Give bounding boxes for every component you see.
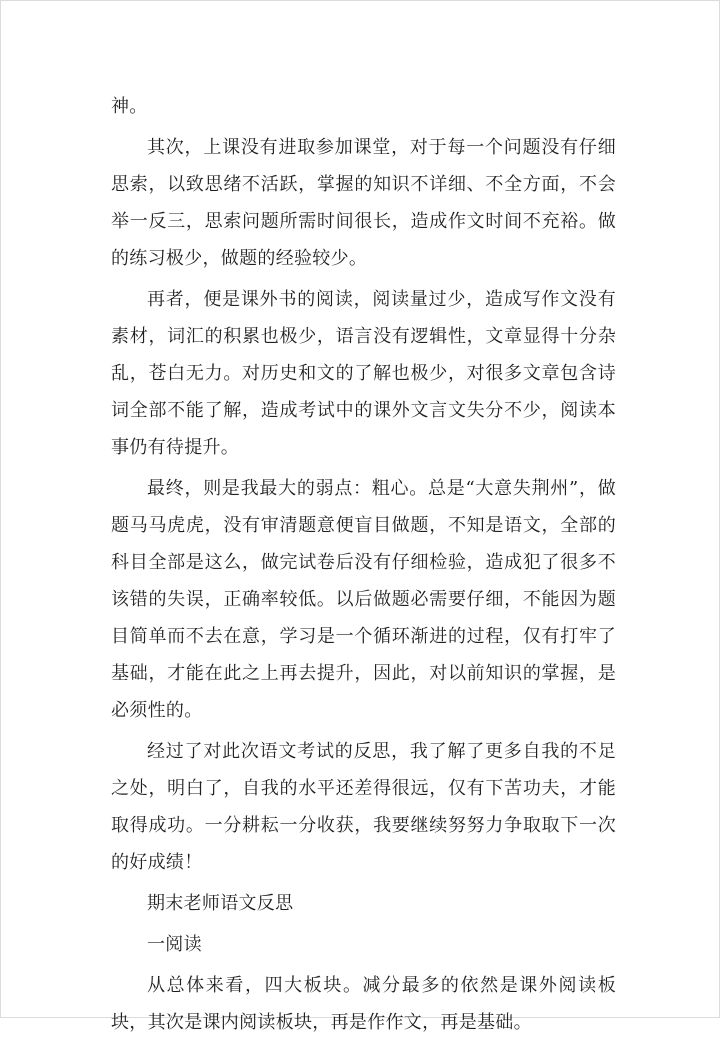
paragraph-furthermore: 再者，便是课外书的阅读，阅读量过少，造成写作文没有素材，词汇的积累也极少，语言没有逻辑性，文章显得十分杂乱，苍白无力。对历史和文的了解也极少，对很多文章包含诗词全部不能了解，造成考试中的课外文言文失分不少，阅读本事仍有待提升。 [111,289,616,458]
paragraph-secondly: 其次，上课没有进取参加课堂，对于每一个问题没有仔细思索，以致思绪不活跃，掌握的知识不详细、不全方面，不会举一反三，思索问题所需时间很长，造成作文时间不充裕。做的练习极少，做题的经验较少。 [111,137,616,269]
paragraph-finally: 最终，则是我最大的弱点：粗心。总是“大意失荆州”，做题马马虎虎，没有审清题意便盲目做题，不知是语文，全部的科目全部是这么，做完试卷后没有仔细检验，造成犯了很多不该错的失误，正确率较低。以后做题必需要仔细，不能因为题目简单而不去在意，学习是一个循环渐进的过程，仅有打牢了基础，才能在此之上再去提升，因此，对以前知识的掌握，是必须性的。 [111,478,616,721]
document-body [111,88,616,1041]
paragraph-overview: 从总体来看，四大板块。减分最多的依然是课外阅读板块，其次是课内阅读板块，再是作作文，再是基础。 [111,975,616,1033]
section-heading: 期末老师语文反思 [147,893,294,914]
paragraph-continuation: 神。 [111,96,148,117]
subsection-heading: 一阅读 [147,934,202,955]
paragraph-conclusion: 经过了对此次语文考试的反思，我了解了更多自我的不足之处，明白了，自我的水平还差得很远，仅有下苦功夫，才能取得成功。一分耕耘一分收获，我要继续努努力争取取下一次的好成绩！ [111,741,616,873]
